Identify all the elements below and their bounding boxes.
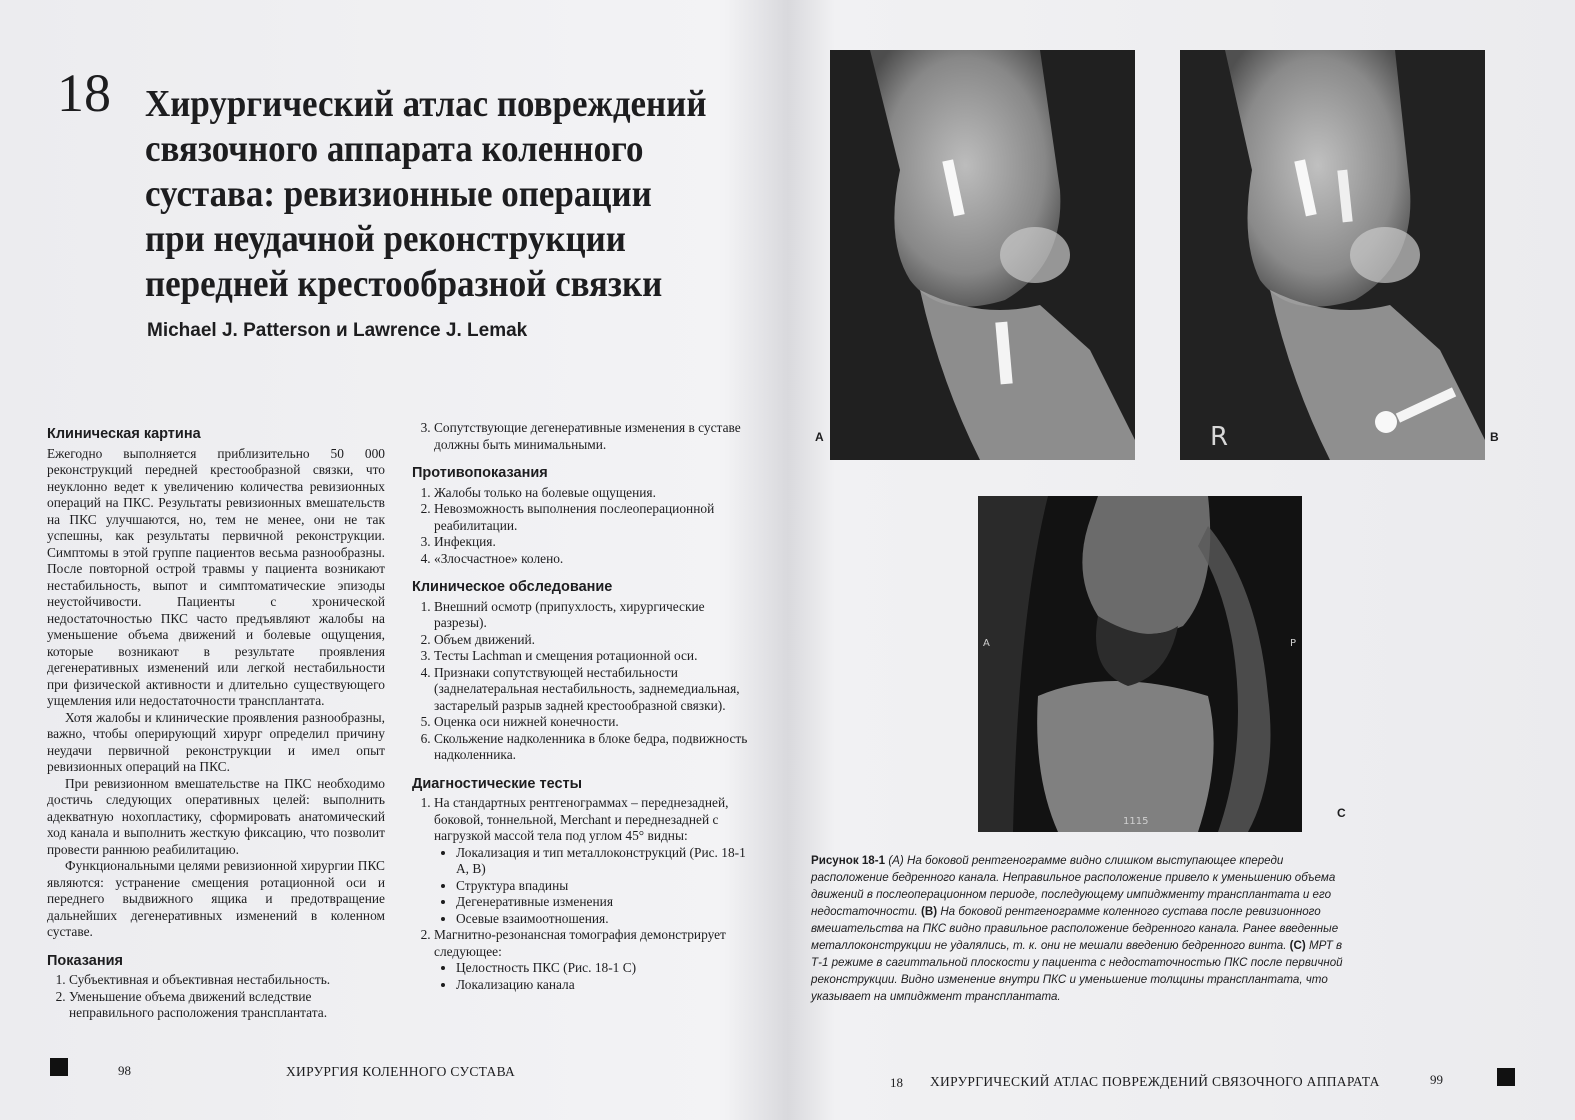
list-item: 2. Объем движений. <box>434 632 757 649</box>
xray-figure-a <box>830 50 1135 460</box>
title-line: передней крестообразной связки <box>145 263 663 305</box>
running-head: ХИРУРГИЯ КОЛЕННОГО СУСТАВА <box>286 1064 516 1079</box>
figure-label-a: A <box>815 430 824 444</box>
caption-text: На боковой рентгенограмме коленного сустава после ревизионного вмешательства на ПКС видно правильное расположение бедренного канала. Ранее введенные металлоконструкции не удалялись, т. к. они не мешали введению бедренного винта. <box>811 905 1339 952</box>
list-item: 6. Скольжение надколенника в блоке бедра, подвижность надколенника. <box>434 731 757 764</box>
xray-figure-b <box>1180 50 1485 460</box>
list-item-text: Магнитно-резонансная томография демонстрирует следующее: <box>434 927 726 959</box>
xray-knee-image <box>830 50 1135 460</box>
title-line: связочного аппарата коленного <box>145 128 644 170</box>
list-item: 1. Субъективная и объективная нестабильность. <box>69 972 385 989</box>
right-page <box>785 0 1575 1120</box>
list-item: 3. Тесты Lachman и смещения ротационной оси. <box>434 648 757 665</box>
footer-marker <box>1497 1068 1515 1086</box>
caption-part-label: (A) <box>888 854 904 867</box>
paragraph: При ревизионном вмешательстве на ПКС необходимо достичь следующих оперативных целей: выполнить адекватную нохопластику, сформировать анатомический ход канала и выполнить жесткую фиксацию, что позволит провести раннюю реабилитацию. <box>47 775 385 857</box>
authors: Michael J. Patterson и Lawrence J. Lemak <box>147 320 528 341</box>
left-page <box>0 0 785 1120</box>
xray-knee-image <box>1180 50 1485 460</box>
bullet-list <box>434 960 757 993</box>
bullet-list <box>434 845 757 928</box>
list-item-text: На стандартных рентгенограммах – переднезадней, боковой, тоннельной, Merchant и переднезадней с нагрузкой массой тела под углом 45° видны: <box>434 795 729 843</box>
section-heading: Клиническое обследование <box>412 579 613 595</box>
list-item: 1. Внешний осмотр (припухлость, хирургические разрезы). <box>434 599 757 632</box>
chapter-title <box>145 82 715 307</box>
mri-knee-image <box>978 496 1302 832</box>
bullet-item: • Локализация и тип металлоконструкций (Рис. 18-1 А, В) <box>456 845 757 878</box>
indications-list-cont <box>412 420 757 453</box>
list-item <box>434 927 757 993</box>
list-item: 3. Инфекция. <box>434 534 757 551</box>
mri-figure-c <box>978 496 1302 832</box>
paragraph: Ежегодно выполняется приблизительно 50 000 реконструкций передней крестообразной связки, что неуклонно ведет к увеличению количества ревизионных операций на ПКС. Результаты ревизионных вмешательств на ПКС улучшаются, но, тем не менее, они не так успешны, как результаты первичной реконструкции. Симптомы в этой группе пациентов весьма разнообразны. После повторной острой травмы у пациента возникают нестабильность, выпот и симптоматические эпизоды неустойчивости. Пациенты с хронической недостаточностью ПКС часто предъявляют жалобы на уменьшение объема движений и болевые ощущения, которые возникают в результате проявления дегенеративных изменений или легкой нестабильности при физической активности и длительно существующего ущемления или недостаточности трансплантата. <box>47 445 385 708</box>
list-item: 4. Признаки сопутствующей нестабильности (заднелатеральная нестабильность, заднемедиальная, застарелый разрыв задней крестообразной связки). <box>434 665 757 715</box>
footer-marker <box>50 1058 68 1076</box>
list-item <box>434 795 757 927</box>
section-heading: Показания <box>47 952 123 969</box>
list-item: 2. Невозможность выполнения послеоперационной реабилитации. <box>434 501 757 534</box>
caption-lead: Рисунок 18-1 <box>811 854 886 867</box>
caption-part-label: (C) <box>1289 939 1306 952</box>
paragraph: Хотя жалобы и клинические проявления разнообразны, важно, чтобы оперирующий хирург определил причину неудачи первичной реконструкции и имел опыт ревизионных операций на ПКС. <box>47 709 385 774</box>
mri-side-label: A <box>983 638 990 649</box>
mri-side-label: P <box>1290 638 1297 649</box>
figure-label-b: B <box>1490 430 1499 444</box>
indications-list <box>47 972 385 1022</box>
section-heading: Клиническая картина <box>47 426 201 442</box>
figure-label-c: C <box>1337 806 1346 820</box>
bullet-item: • Локализацию канала <box>456 977 757 994</box>
bullet-item: • Целостность ПКС (Рис. 18-1 С) <box>456 960 757 977</box>
title-line: Хирургический атлас повреждений <box>145 83 707 125</box>
text-column-2 <box>412 420 757 1005</box>
paragraph: Функциональными целями ревизионной хирургии ПКС являются: устранение смещения ротационной оси и переднего выдвижного ящика и предотвращение дальнейших дегенеративных изменений в коленном суставе. <box>47 858 385 939</box>
running-head: ХИРУРГИЧЕСКИЙ АТЛАС ПОВРЕЖДЕНИЙ СВЯЗОЧНОГО АППАРАТА <box>930 1074 1380 1089</box>
section-heading: Диагностические тесты <box>412 775 582 792</box>
caption-part-label: (B) <box>920 905 938 918</box>
page-number: 99 <box>1430 1072 1443 1087</box>
bullet-item: • Дегенеративные изменения <box>456 894 757 911</box>
caption-text: На боковой рентгенограмме видно слишком выступающее кпереди расположение бедренного канала. Неправильное расположение привело к уменьшению объема движений в послеоперационном периоде, последующему импиджменту трансплантата и его недостаточности. <box>811 854 1336 918</box>
contraindications-list <box>412 485 757 568</box>
list-item: 4. «Злосчастное» колено. <box>434 551 757 568</box>
chapter-number-footer: 18 <box>890 1075 903 1090</box>
caption-text: МРТ в Т-1 режиме в сагиттальной плоскости у пациента с недостаточностью ПКС после первичной реконструкции. Видно изменение внутри ПКС и уменьшение толщины трансплантата, что указывает на импиджмент трансплантата. <box>811 939 1343 1003</box>
svg-text:R: R <box>1210 422 1229 452</box>
list-item: 3. Сопутствующие дегенеративные изменения в суставе должны быть минимальными. <box>434 420 757 453</box>
chapter-number: 18 <box>57 63 111 123</box>
list-item: 1. Жалобы только на болевые ощущения. <box>434 485 757 502</box>
list-item: 2. Уменьшение объема движений вследствие неправильного расположения трансплантата. <box>69 989 385 1022</box>
section-heading: Противопоказания <box>412 465 548 481</box>
bullet-item: • Структура впадины <box>456 878 757 895</box>
mri-scale-label: 1115 <box>1123 816 1149 827</box>
title-line: при неудачной реконструкции <box>145 218 626 260</box>
page-number: 98 <box>118 1063 131 1078</box>
figure-caption <box>811 852 1351 1005</box>
list-item: 5. Оценка оси нижней конечности. <box>434 714 757 731</box>
exam-list <box>412 599 757 764</box>
text-column-1 <box>47 426 385 1034</box>
title-line: сустава: ревизионные операции <box>145 173 652 215</box>
diagnostic-list <box>412 795 757 993</box>
bullet-item: • Осевые взаимоотношения. <box>456 911 757 928</box>
